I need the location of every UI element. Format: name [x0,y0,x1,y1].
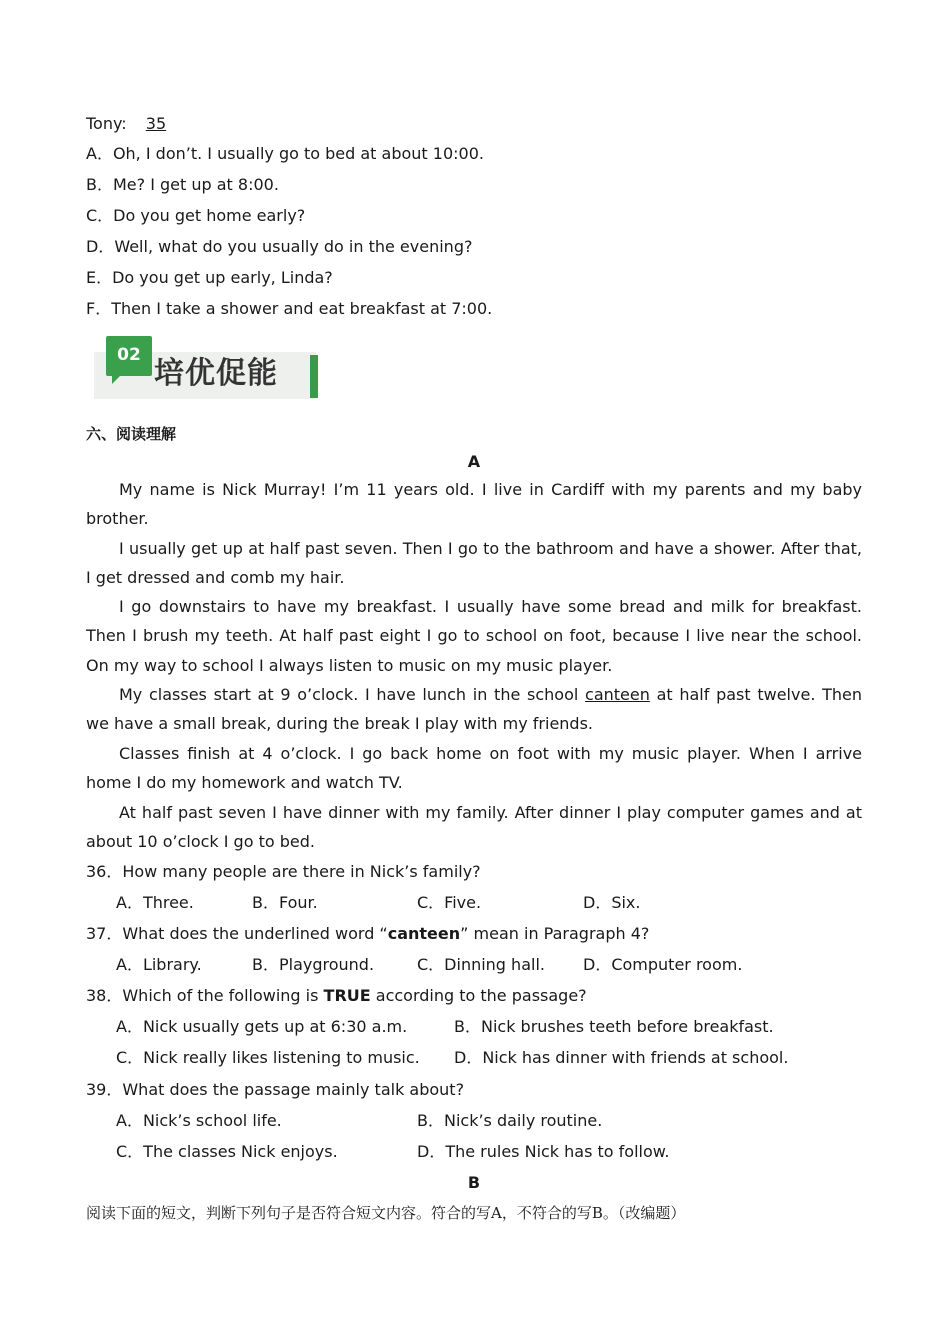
q38-stem-before: 38．Which of the following is [86,986,324,1005]
choice-a: A．Oh, I don’t. I usually go to bed at about 10:00. [86,144,484,163]
choice-b: B．Me? I get up at 8:00. [86,175,279,194]
q39-option-b: B．Nick’s daily routine. [417,1111,603,1130]
question-38-stem [86,986,587,1006]
q38-option-b: B．Nick brushes teeth before breakfast. [454,1017,774,1036]
passage-paragraph-5: Classes finish at 4 o’clock. I go back home on foot with my music player. When I arrive home I do my homework and watch TV. [86,744,862,793]
q37-option-b: B．Playground. [252,955,375,974]
q37-option-d: D．Computer room. [583,955,743,974]
q36-option-c: C．Five. [417,893,482,912]
section-banner [94,336,320,400]
paragraph-4-text-before: My classes start at 9 o’clock. I have lunch in the school [119,685,586,704]
q38-option-d: D．Nick has dinner with friends at school. [454,1048,789,1067]
banner-title: 培优促能 [154,356,278,391]
choice-f: F．Then I take a shower and eat breakfast at 7:00. [86,299,493,318]
passage-paragraph-3: I go downstairs to have my breakfast. I usually have some bread and milk for breakfast. Then I brush my teeth. At half past eight I go to school on foot, because I live near the school. On my way to school I always listen to music on my music player. [86,597,862,675]
banner-accent-bar [310,355,318,398]
passage-paragraph-6: At half past seven I have dinner with my family. After dinner I play computer games and at about 10 o’clock I go to bed. [86,803,862,852]
q37-stem-before: 37．What does the underlined word “ [86,924,388,943]
q38-stem-after: according to the passage? [370,986,587,1005]
question-37-stem [86,924,649,944]
passage-paragraph-2: I usually get up at half past seven. Then I go to the bathroom and have a shower. After that, I get dressed and comb my hair. [86,539,862,588]
section-heading: 六、阅读理解 [86,425,177,443]
banner-number-badge: 02 [106,336,152,376]
question-36-stem: 36．How many people are there in Nick’s family? [86,862,481,881]
question-39-stem: 39．What does the passage mainly talk about? [86,1080,465,1099]
q39-option-a: A．Nick’s school life. [116,1111,282,1130]
choice-c: C．Do you get home early? [86,206,306,225]
speaker-label: Tony: [86,114,127,133]
q38-option-a: A．Nick usually gets up at 6:30 a.m. [116,1017,408,1036]
q36-option-d: D．Six. [583,893,641,912]
q38-option-c: C．Nick really likes listening to music. [116,1048,420,1067]
q36-option-a: A．Three. [116,893,194,912]
passage-b-label: B [467,1173,481,1192]
paragraph-4-text-after: at half past twelve. Then we have a small break, during the break I play with my friends. [86,685,863,734]
passage-paragraph-1: My name is Nick Murray! I’m 11 years old. I live in Cardiff with my parents and my baby brother. [86,480,862,529]
choice-e: E．Do you get up early, Linda? [86,268,333,287]
choice-d: D．Well, what do you usually do in the evening? [86,237,473,256]
q38-stem-bold-word: TRUE [323,986,371,1005]
q37-stem-after: ” mean in Paragraph 4? [460,924,650,943]
dialogue-line [86,114,180,134]
q36-option-b: B．Four. [252,893,318,912]
passage-a-label: A [467,452,481,471]
q37-option-a: A．Library. [116,955,202,974]
passage-paragraph-4 [86,680,862,739]
q37-stem-bold-word: canteen [387,924,461,943]
passage-b-instruction: 阅读下面的短文，判断下列句子是否符合短文内容。符合的写A，不符合的写B。（改编题） [86,1204,686,1222]
q39-option-c: C．The classes Nick enjoys. [116,1142,338,1161]
underlined-word-canteen: canteen [585,685,650,704]
answer-blank: 35 [145,114,167,133]
q37-option-c: C．Dinning hall. [417,955,545,974]
q39-option-d: D．The rules Nick has to follow. [417,1142,670,1161]
